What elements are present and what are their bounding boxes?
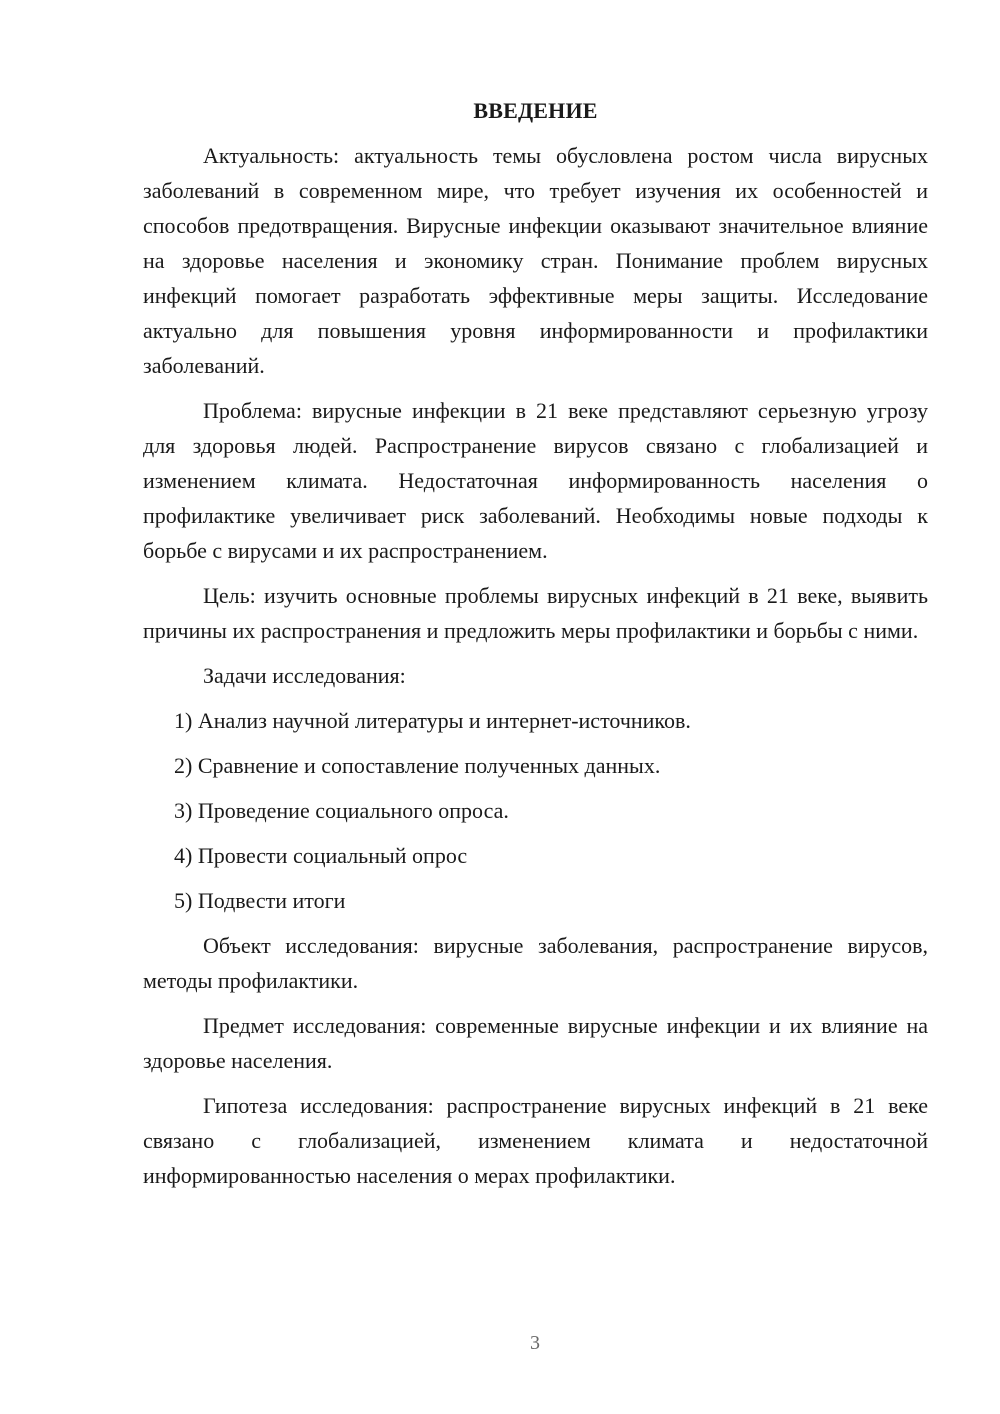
- task-item: 5) Подвести итоги: [174, 888, 346, 913]
- task-item: 3) Проведение социального опроса.: [174, 798, 509, 823]
- object-paragraph: Объект исследования: вирусные заболевания, распространение вирусов, методы профилактики.: [143, 933, 928, 993]
- relevance-paragraph: Актуальность: актуальность темы обусловлена ростом числа вирусных заболеваний в современном мире, что требует изучения их особенностей и способов предотвращения. Вирусные инфекции оказывают значительное влияние на здоровье населения и экономику стран. Понимание проблем вирусных инфекций помогает разработать эффективные меры защиты. Исследование актуально для повышения уровня информированности и профилактики заболеваний.: [143, 143, 928, 378]
- hypothesis-paragraph: Гипотеза исследования: распространение вирусных инфекций в 21 веке связано с глобализацией, изменением климата и недостаточной информированностью населения о мерах профилактики.: [143, 1093, 928, 1188]
- problem-paragraph: Проблема: вирусные инфекции в 21 веке представляют серьезную угрозу для здоровья людей. Распространение вирусов связано с глобализацией и изменением климата. Недостаточная информированность населения о профилактике увеличивает риск заболеваний. Необходимы новые подходы к борьбе с вирусами и их распространением.: [143, 398, 928, 563]
- goal-paragraph: Цель: изучить основные проблемы вирусных инфекций в 21 веке, выявить причины их распространения и предложить меры профилактики и борьбы с ними.: [143, 583, 928, 643]
- tasks-list: [143, 703, 928, 918]
- page-number: 3: [530, 1332, 540, 1354]
- task-item: 2) Сравнение и сопоставление полученных данных.: [174, 753, 661, 778]
- document-page: [143, 96, 928, 1203]
- tasks-title: Задачи исследования:: [203, 663, 406, 688]
- subject-paragraph: Предмет исследования: современные вирусные инфекции и их влияние на здоровье населения.: [143, 1013, 928, 1073]
- task-item: 4) Провести социальный опрос: [174, 843, 468, 868]
- task-item: 1) Анализ научной литературы и интернет-источников.: [174, 708, 691, 733]
- section-heading: ВВЕДЕНИЕ: [473, 98, 598, 123]
